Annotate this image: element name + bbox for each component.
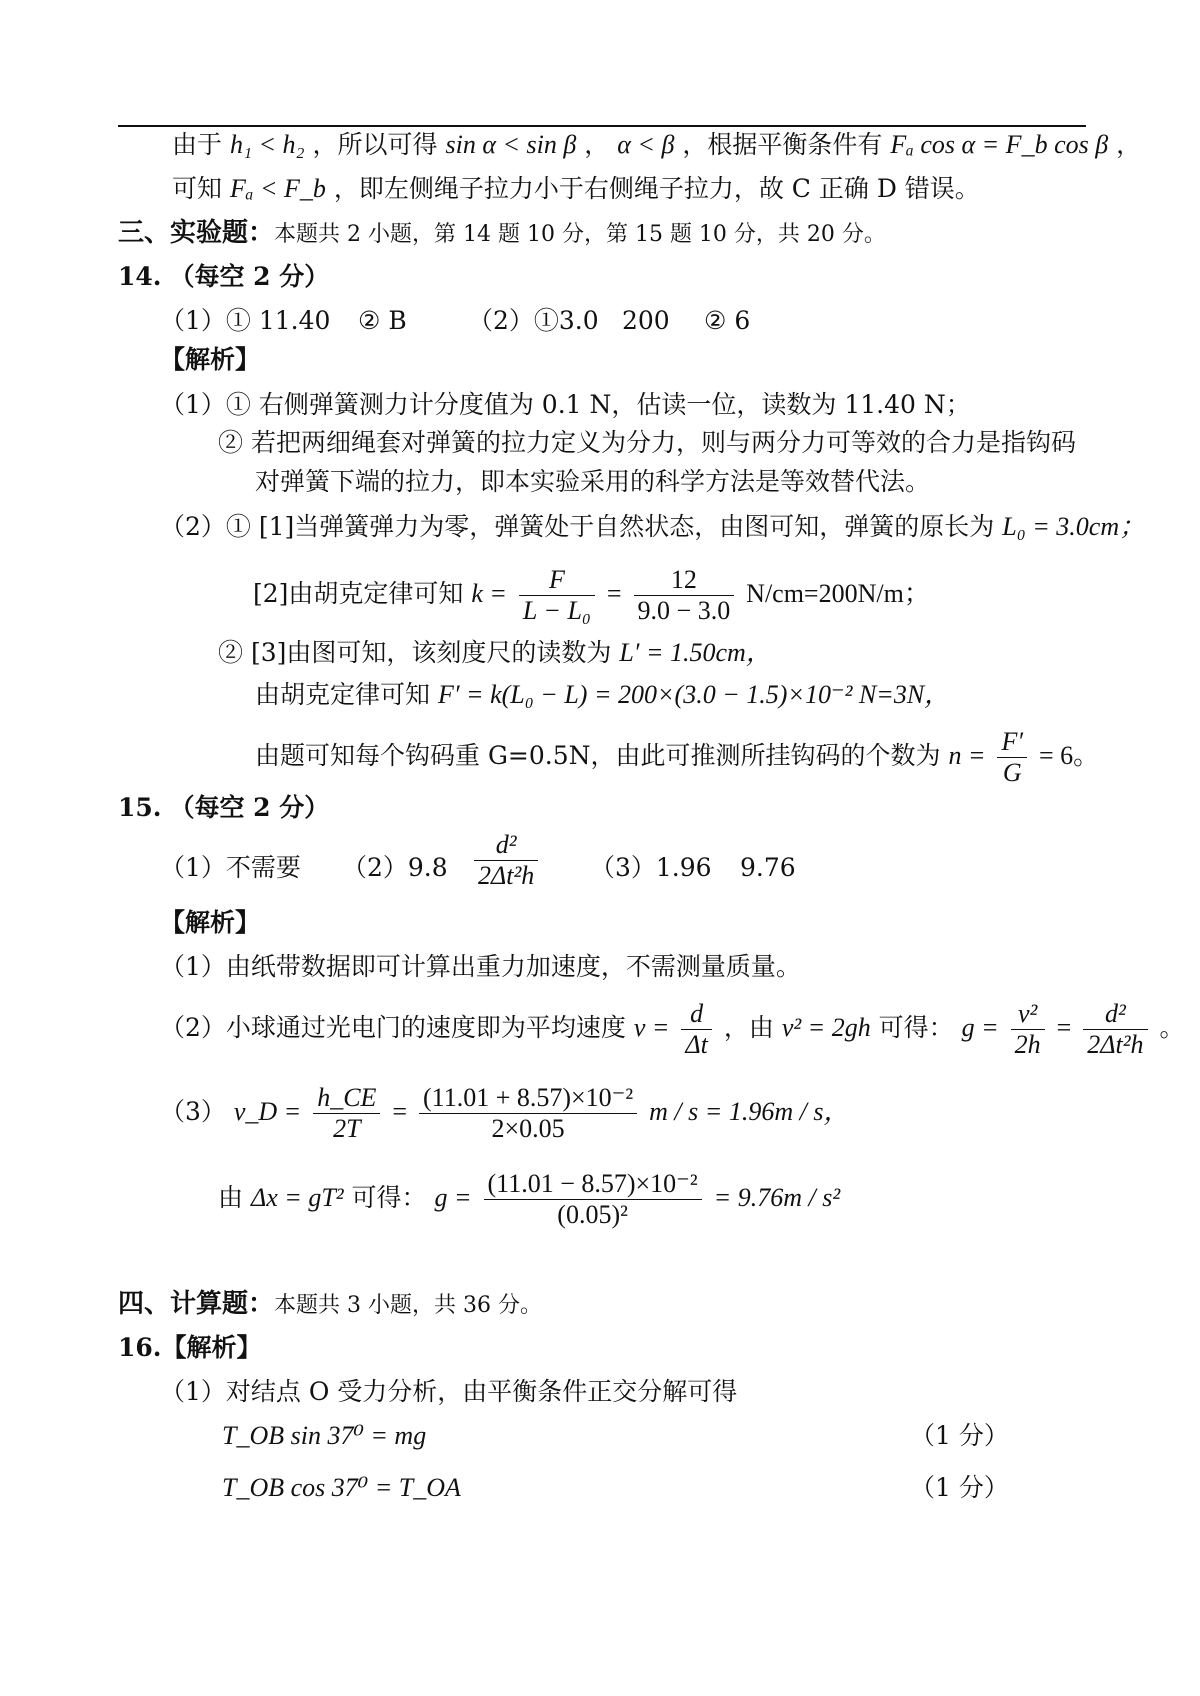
q15-a3: （3） v_D = $\frac{h\_CE}{2T}$ = $\frac{\text{(11.01 + 8.57)×10⁻²}}{2\times 0.05}$ m / s = 1.96m / s， [160,1083,850,1143]
q14-a2-3 [218,637,772,669]
numerator: d [681,999,711,1030]
text: （2）小球通过光电门的速度即为平均速度 [160,1013,626,1042]
formula-v: v = [633,1013,670,1042]
numerator: (11.01 − 8.57)×10⁻² [484,1169,702,1200]
denominator: 2T [333,1114,361,1143]
numerator: F [519,565,595,596]
q14-answer-1: （1）① 11.40 [160,306,331,335]
formula-dx: Δx = gT² [250,1183,344,1212]
q15-analysis-label: 【解析】 [160,908,261,937]
denominator: 2h [1014,1030,1041,1059]
q15-heading [118,792,329,824]
text: ，根据平衡条件有 [682,130,883,159]
q15-answer-2: （2）9.8 [342,853,448,882]
q16-eq-1-score: （1 分） [910,1421,1009,1450]
q16-eq-2-score: （1 分） [910,1473,1009,1502]
q14-answer-4: 200 [622,306,670,335]
formula-g: g = [961,1013,999,1042]
fraction [419,1083,637,1144]
formula-g: g = [434,1183,472,1212]
units: N/cm=200N/m； [746,579,930,608]
formula-L0: L₀ = 3.0cm； [1002,512,1146,541]
q14-a2-5 [255,721,1099,791]
section-desc: 本题共 3 小题，共 36 分。 [274,1293,542,1318]
text: 由于 [172,130,223,159]
q15-answer-1: （1）不需要 [160,853,301,882]
text: 可知 [172,174,223,203]
denominator: G [1002,758,1022,787]
intro-line-2 [172,173,980,205]
text: ， [584,130,610,159]
q15-a4 [218,1160,840,1236]
formula-Lprime: L′ = 1.50cm， [619,638,772,667]
formula-angle: α < β [617,130,675,159]
question-number: 14. [118,262,162,291]
q15-answer-4: 9.76 [740,853,796,882]
question-number: 16. [118,1333,162,1362]
fraction [1011,999,1045,1060]
formula-h: h₁ < h₂ [229,130,305,159]
text: （2）① [1]当弹簧弹力为零，弹簧处于自然状态，由图可知，弹簧的原长为 [160,512,995,541]
denominator: 9.0 − 3.0 [637,596,731,625]
q14-a1-1: （1）① 右侧弹簧测力计分度值为 0.1 N，估读一位，读数为 11.40 N； [160,390,971,419]
q14-heading [118,261,329,293]
q16-line-1: （1）对结点 O 受力分析，由平衡条件正交分解可得 [160,1377,738,1406]
numerator: d² [474,830,538,861]
question-score: （每空 2 分） [169,793,330,822]
section-title: 四、计算题： [118,1289,275,1319]
q15-a2: （2）小球通过光电门的速度即为平均速度 v = $\frac{d}{\Delta t}$ ，由 v² = 2gh 可得： g = $\frac{\text{v²}}{2h}$ = $\frac{\text{d²}}{\text{2Δt²h}}$ 。 [160,999,1185,1059]
fraction [681,999,711,1060]
fraction [1083,999,1147,1060]
text: ，即左侧绳子拉力小于右侧绳子拉力，故 C 正确 D 错误。 [333,174,980,203]
q14-a1-3: 对弹簧下端的拉力，即本实验采用的科学方法是等效替代法。 [255,467,931,496]
formula-k: k = [471,579,507,608]
top-rule [118,125,1086,127]
q14-a2-2: [2]由胡克定律可知 k = $\frac{F}{\text{L − L₀}}$ = $\frac{12}{9.0 - 3.0}$ N/cm=200N/m； [253,565,930,625]
q14-a1-2: ② 若把两细绳套对弹簧的拉力定义为分力，则与两分力可等效的合力是指钩码 [218,428,1076,457]
numerator: d² [1083,999,1147,1030]
result: m / s = 1.96m / s， [649,1097,850,1126]
section-3-heading [118,217,886,251]
denominator: L − L₀ [522,596,591,625]
q14-analysis-label: 【解析】 [160,345,261,374]
q15-answer-fraction [470,830,542,891]
numerator: v² [1011,999,1045,1030]
numerator: 12 [634,565,735,596]
q14-answer-3: （2）①3.0 [468,306,599,335]
q14-answer-5: ② 6 [704,306,751,335]
formula-balance: Fₐ cos α = F_b cos β [890,130,1109,159]
fraction [997,727,1027,788]
fraction [474,830,538,891]
intro-line-1 [172,129,1141,161]
question-number: 15. [118,793,162,822]
text: ， [1116,130,1142,159]
q15-answer-3: （3）1.96 [590,853,712,882]
q14-a2-4 [255,679,950,711]
fraction [634,565,735,626]
text: （3） [160,1097,226,1126]
q16-heading [118,1332,262,1364]
text: 由胡克定律可知 [255,680,431,709]
formula-Fprime: F′ = k(L₀ − L) = 200×(3.0 − 1.5)×10⁻² N=3N， [437,680,951,709]
fraction [313,1083,380,1144]
text: 由 [218,1183,244,1212]
q14-a2-1 [160,511,1145,543]
question-score: （每空 2 分） [169,262,330,291]
q15-a1: （1）由纸带数据即可计算出重力加速度，不需测量质量。 [160,952,801,981]
section-title: 三、实验题： [118,218,275,248]
numerator: h_CE [313,1083,380,1114]
q14-answer-2: ② B [358,306,407,335]
fraction [519,565,595,626]
formula-vD: v_D = [233,1097,302,1126]
denominator: Δt [685,1030,708,1059]
formula-n: n = [948,741,986,770]
text: ② [3]由图可知，该刻度尺的读数为 [218,638,612,667]
text: 。 [1159,1013,1185,1042]
fraction [484,1169,702,1230]
q16-eq-1: T_OB sin 37⁰ = mg [222,1421,427,1450]
formula-sin: sin α < sin β [445,130,577,159]
text: 由题可知每个钩码重 G=0.5N，由此可推测所挂钩码的个数为 [255,741,941,770]
denominator: 2Δt²h [1087,1030,1144,1059]
result: = 9.76m / s² [713,1183,841,1212]
numerator: F′ [997,727,1027,758]
result: = 6。 [1039,741,1100,770]
section-4-heading [118,1288,542,1322]
text: 可得： [878,1013,954,1042]
text: ，由 [723,1013,774,1042]
formula-force: Fₐ < F_b [229,174,326,203]
denominator: (0.05)² [557,1200,628,1229]
denominator: 2×0.05 [491,1114,565,1143]
text: 可得： [351,1183,427,1212]
formula-v2: v² = 2gh [781,1013,871,1042]
analysis-label: 【解析】 [161,1333,262,1362]
denominator: 2Δt²h [478,861,535,890]
numerator: (11.01 + 8.57)×10⁻² [419,1083,637,1114]
text: [2]由胡克定律可知 [253,579,464,608]
section-desc: 本题共 2 小题，第 14 题 10 分，第 15 题 10 分，共 20 分。 [274,222,886,247]
q16-eq-2: T_OB cos 37⁰ = T_OA [222,1473,461,1502]
text: ，所以可得 [312,130,438,159]
